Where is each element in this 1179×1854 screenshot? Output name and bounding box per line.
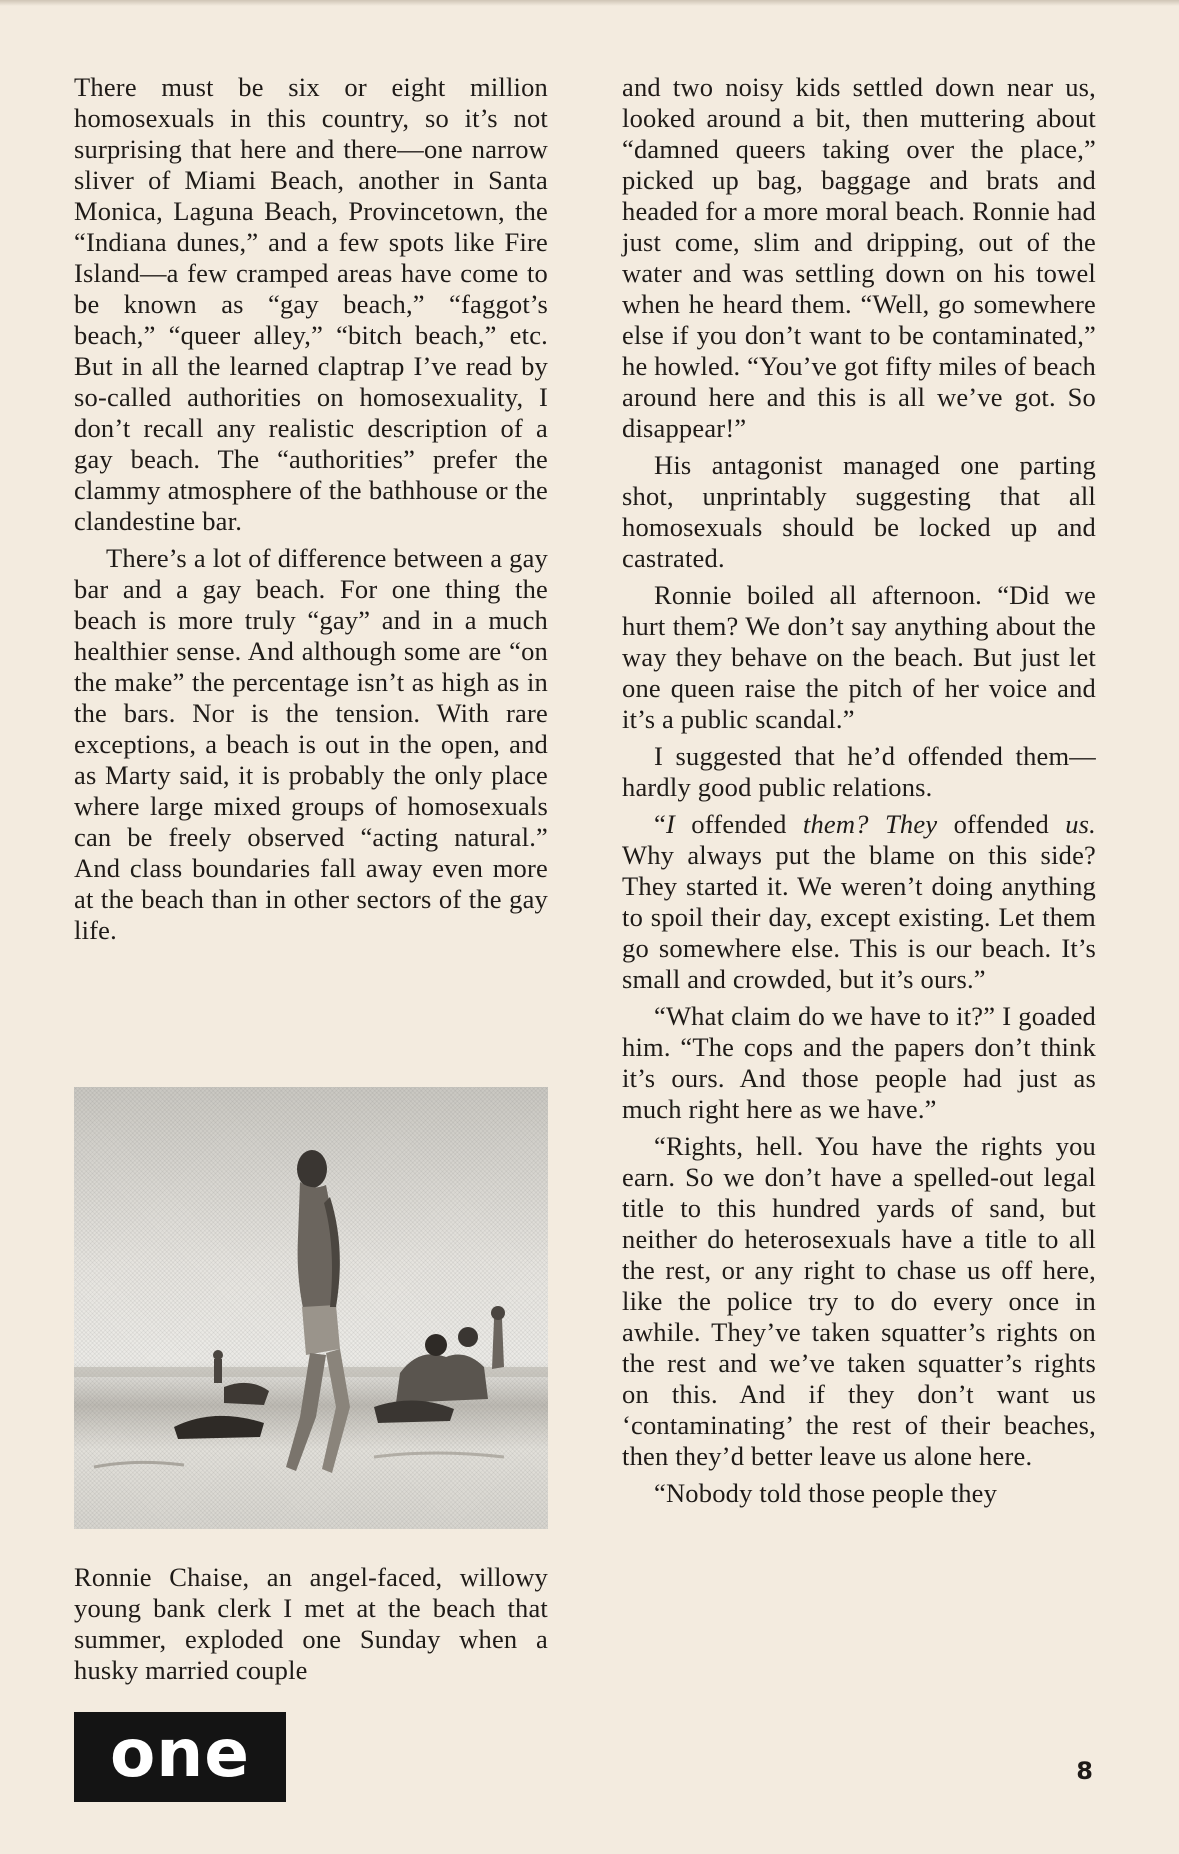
body-paragraph: I suggested that he’d offended them—hardly good public relations.	[622, 741, 1096, 802]
italic-text: us.	[1065, 809, 1096, 839]
photo-caption-paragraph: Ronnie Chaise, an angel-faced, willowy young bank clerk I met at the beach that summer, exploded one Sunday when a husky married couple	[74, 1562, 548, 1685]
plain-text: Why always put the blame on this side? They started it. We weren’t doing anything to spoil their day, except existing. Let them go somewhere else. This is our beach. It’s small and crowded, but it’s ours.”	[622, 840, 1096, 994]
beach-photo-illustration	[74, 1087, 548, 1529]
plain-text: offended	[675, 809, 803, 839]
body-paragraph: “What claim do we have to it?” I goaded him. “The cops and the papers don’t think it’s ours. And those people had just as much right here as we have.”	[622, 1001, 1096, 1124]
left-column	[74, 72, 548, 952]
magazine-logo	[74, 1712, 286, 1802]
italic-text: them? They	[802, 809, 938, 839]
page-edge	[0, 0, 1179, 6]
right-column	[622, 72, 1096, 1515]
plain-text: offended	[937, 809, 1066, 839]
logo-text: one	[109, 1715, 251, 1792]
body-paragraph: There’s a lot of difference between a gay bar and a gay beach. For one thing the beach is more truly “gay” and in a much healthier sense. And although some are “on the make” the percentage isn’t as high as in the bars. Nor is the tension. With rare exceptions, a beach is out in the open, and as Marty said, it is probably the only place where large mixed groups of homosexuals can be freely observed “acting natural.” And class boundaries fall away even more at the beach than in other sectors of the gay life.	[74, 543, 548, 945]
body-paragraph: His antagonist managed one parting shot, unprintably suggesting that all homosexuals should be locked up and castrated.	[622, 450, 1096, 573]
body-paragraph: There must be six or eight million homosexuals in this country, so it’s not surprising that here and there—one narrow sliver of Miami Beach, another in Santa Monica, Laguna Beach, Provincetown, the “Indiana dunes,” and a few spots like Fire Island—a few cramped areas have come to be known as “gay beach,” “faggot’s beach,” “queer alley,” “bitch beach,” etc. But in all the learned claptrap I’ve read by so-called authorities on homosexuality, I don’t recall any realistic description of a gay beach. The “authorities” prefer the clammy atmosphere of the bathhouse or the clandestine bar.	[74, 72, 548, 536]
body-paragraph: “Nobody told those people they	[654, 1478, 998, 1508]
body-paragraph: “Rights, hell. You have the rights you earn. So we don’t have a spelled-out legal title to this hundred yards of sand, but neither do heterosexuals have a title to all the rest, or any right to chase us off here, like the police try to do every once in awhile. They’ve taken squatter’s rights on the rest and we’ve taken squatter’s rights on this. And if they don’t want us ‘contaminating’ the rest of their beaches, then they’d better leave us alone here.	[622, 1131, 1096, 1471]
page-number: 8	[1076, 1757, 1093, 1785]
quote-mark: “	[654, 809, 666, 839]
body-paragraph-italic-quote	[622, 809, 1096, 995]
beach-photo	[74, 1087, 548, 1529]
body-paragraph: and two noisy kids settled down near us, looked around a bit, then muttering about “damned queers taking over the place,” picked up bag, baggage and brats and headed for a more moral beach. Ronnie had just come, slim and dripping, out of the water and was settling down on his towel when he heard them. “Well, go somewhere else if you don’t want to be contaminated,” he howled. “You’ve got fifty miles of beach around here and this is all we’ve got. So disappear!”	[622, 72, 1096, 443]
italic-text: I	[665, 809, 675, 839]
body-paragraph: Ronnie boiled all afternoon. “Did we hurt them? We don’t say anything about the way they behave on the beach. But just let one queen raise the pitch of her voice and it’s a public scandal.”	[622, 580, 1096, 734]
